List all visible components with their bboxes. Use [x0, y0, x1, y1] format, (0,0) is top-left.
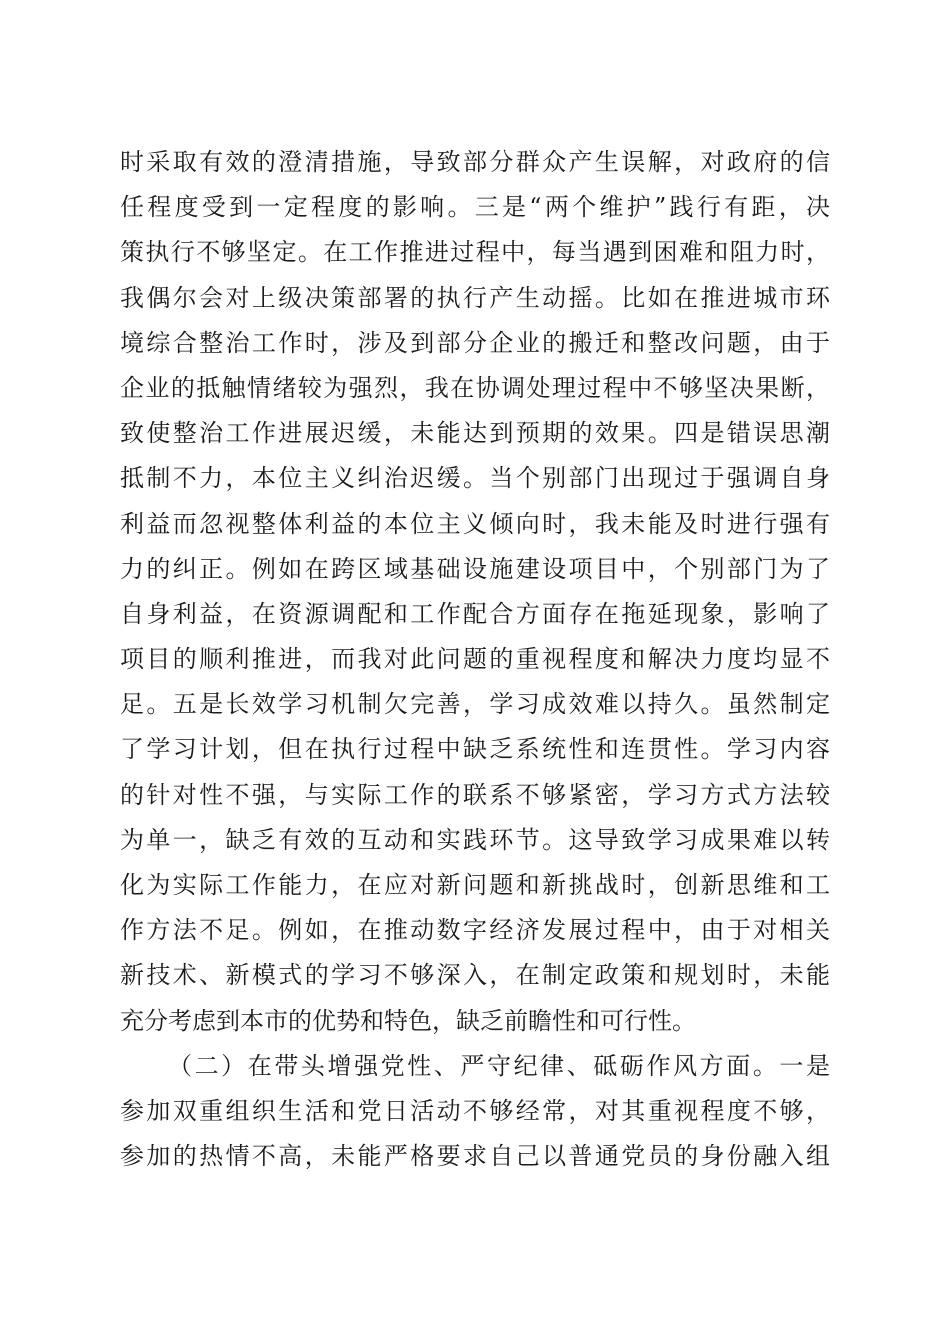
text-line: 策执行不够坚定。在工作推进过程中，每当遇到困难和阻力时， — [120, 238, 830, 267]
text-line: 参加双重组织生活和党日活动不够经常，对其重视程度不够， — [120, 1096, 830, 1125]
text-line: 致使整治工作进展迟缓，未能达到预期的效果。四是错误思潮 — [120, 419, 830, 448]
text-line: 化为实际工作能力，在应对新问题和新挑战时，创新思维和工 — [120, 871, 830, 899]
text-line: 了学习计划，但在执行过程中缺乏系统性和连贯性。学习内容 — [120, 735, 830, 764]
text-line: 企业的抵触情绪较为强烈，我在协调处理过程中不够坚决果断， — [120, 373, 830, 402]
text-line: 为单一，缺乏有效的互动和实践环节。这导致学习成果难以转 — [120, 825, 830, 854]
text-line: 境综合整治工作时，涉及到部分企业的搬迁和整改问题，由于 — [120, 328, 830, 357]
text-line: 参加的热情不高，未能严格要求自己以普通党员的身份融入组 — [120, 1142, 830, 1171]
text-line: 的针对性不强，与实际工作的联系不够紧密，学习方式方法较 — [120, 780, 830, 809]
section-heading-line: （二）在带头增强党性、严守纪律、砥砺作风方面。一是 — [168, 1051, 830, 1080]
text-line: 我偶尔会对上级决策部署的执行产生动摇。比如在推进城市环 — [120, 283, 830, 312]
text-line: 利益而忽视整体利益的本位主义倾向时，我未能及时进行强有 — [120, 509, 830, 538]
text-line: 项目的顺利推进，而我对此问题的重视程度和解决力度均显不 — [120, 645, 830, 674]
text-line: 新技术、新模式的学习不够深入，在制定政策和规划时，未能 — [120, 961, 830, 990]
body-text — [120, 140, 830, 1179]
text-line: 足。五是长效学习机制欠完善，学习成效难以持久。虽然制定 — [120, 690, 830, 719]
text-line: 时采取有效的澄清措施，导致部分群众产生误解，对政府的信 — [120, 148, 830, 176]
text-line: 作方法不足。例如，在推动数字经济发展过程中，由于对相关 — [120, 916, 830, 945]
text-line: 任程度受到一定程度的影响。三是“两个维护”践行有距，决 — [120, 193, 830, 222]
text-line: 力的纠正。例如在跨区域基础设施建设项目中，个别部门为了 — [120, 554, 830, 583]
text-line: 抵制不力，本位主义纠治迟缓。当个别部门出现过于强调自身 — [120, 464, 830, 493]
paragraph-end-line: 充分考虑到本市的优势和特色，缺乏前瞻性和可行性。 — [120, 1006, 696, 1035]
text-line: 自身利益，在资源调配和工作配合方面存在拖延现象，影响了 — [120, 599, 830, 628]
